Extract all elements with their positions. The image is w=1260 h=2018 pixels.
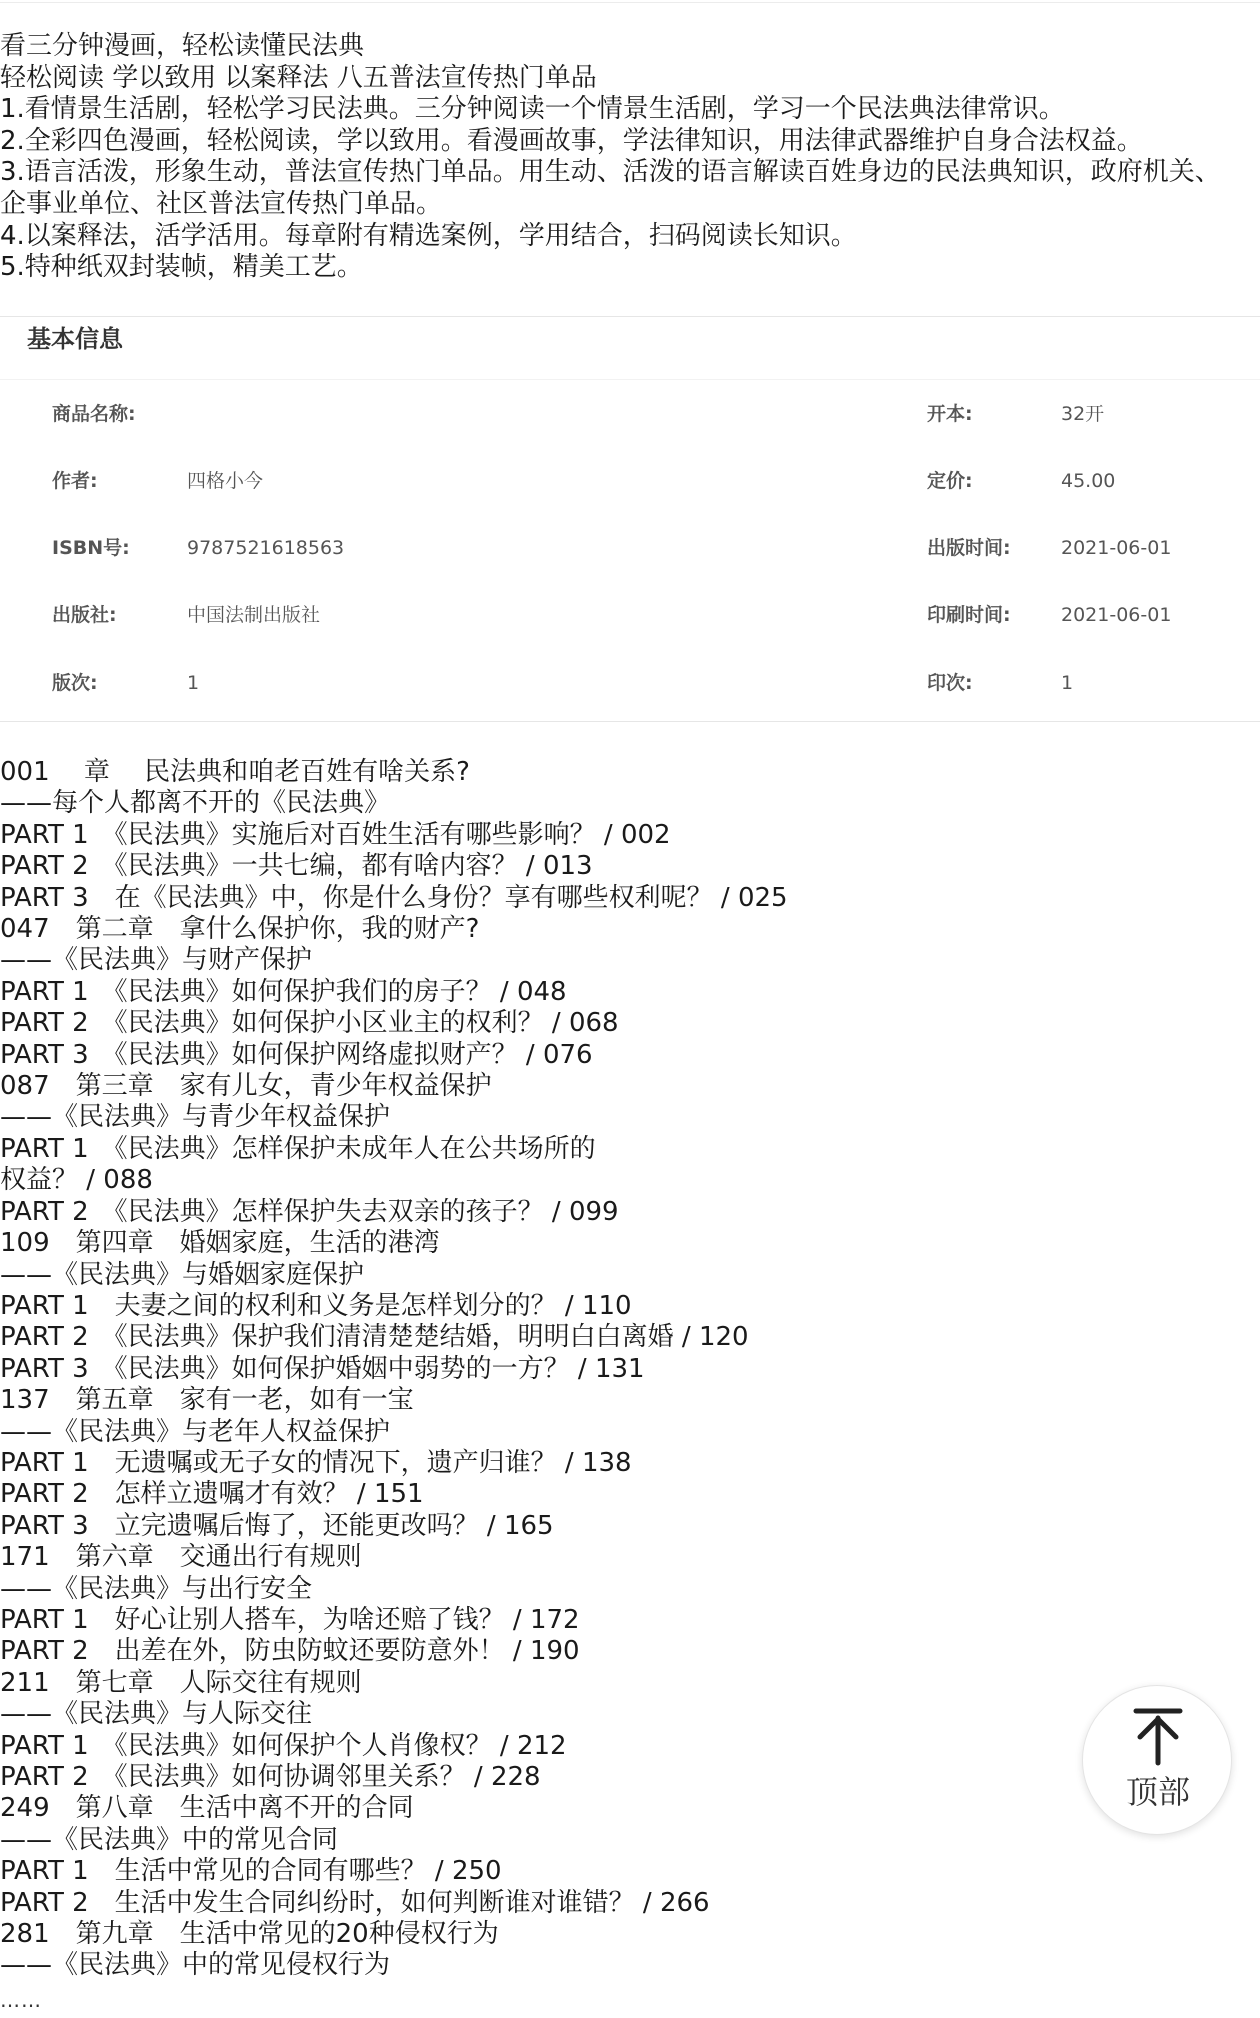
toc-line: PART 1 《民法典》实施后对百姓生活有哪些影响？ / 002 — [0, 819, 671, 850]
product-intro — [0, 31, 1260, 284]
info-value: 45.00 — [1061, 470, 1116, 492]
info-label: 开本: — [927, 403, 973, 425]
toc-line: PART 2 《民法典》一共七编，都有啥内容？ / 013 — [0, 851, 593, 882]
toc-line: ——《民法典》与财产保护 — [0, 945, 313, 976]
toc-line: PART 2 生活中发生合同纠纷时，如何判断谁对谁错？ / 266 — [0, 1887, 710, 1918]
info-label: 印次: — [927, 672, 973, 694]
toc-line: 001 章 民法典和咱老百姓有啥关系? — [0, 757, 470, 787]
toc-line: 137 第五章 家有一老，如有一宝 — [0, 1385, 414, 1416]
info-value: 2021-06-01 — [1061, 604, 1172, 626]
top-divider — [0, 2, 1260, 3]
info-label: 出版时间: — [927, 537, 1011, 559]
toc-line: PART 1 《民法典》如何保护个人肖像权？ / 212 — [0, 1730, 567, 1761]
info-label: 作者: — [52, 470, 98, 492]
toc-line: PART 1 《民法典》如何保护我们的房子？ / 048 — [0, 976, 567, 1007]
info-row — [0, 399, 1260, 429]
intro-line: 2.全彩四色漫画，轻松阅读，学以致用。看漫画故事，学法律知识，用法律武器维护自身合法权益。 — [0, 125, 1143, 156]
toc-line: ——《民法典》中的常见合同 — [0, 1824, 339, 1855]
toc-line: PART 3 立完遗嘱后悔了，还能更改吗？ / 165 — [0, 1510, 554, 1541]
back-to-top-label: 顶部 — [1125, 1773, 1190, 1811]
toc-line: ——《民法典》与婚姻家庭保护 — [0, 1259, 365, 1290]
basic-info-divider — [0, 379, 1260, 380]
toc-line: PART 2 《民法典》如何保护小区业主的权利？ / 068 — [0, 1008, 619, 1039]
info-value: 四格小今 — [187, 470, 264, 492]
toc-line: 171 第六章 交通出行有规则 — [0, 1542, 362, 1573]
toc-line: ——《民法典》与人际交往 — [0, 1699, 313, 1730]
toc-line: PART 1 生活中常见的合同有哪些？ / 250 — [0, 1856, 502, 1887]
info-value: 9787521618563 — [187, 537, 345, 559]
basic-info-title: 基本信息 — [27, 325, 123, 353]
toc-line: 109 第四章 婚姻家庭，生活的港湾 — [0, 1228, 440, 1259]
toc-line: ——《民法典》与出行安全 — [0, 1573, 313, 1604]
info-label: 版次: — [52, 672, 98, 694]
intro-line: 看三分钟漫画，轻松读懂民法典 — [0, 31, 365, 61]
info-label: 商品名称: — [52, 403, 136, 425]
info-label: 印刷时间: — [927, 604, 1011, 626]
toc-line: PART 2 怎样立遗嘱才有效？ / 151 — [0, 1479, 424, 1510]
info-value: 2021-06-01 — [1061, 537, 1172, 559]
toc-line: PART 1 好心让别人搭车，为啥还赔了钱？ / 172 — [0, 1604, 580, 1635]
more-ellipsis: …… — [0, 1988, 42, 2012]
info-row — [0, 466, 1260, 496]
intro-line: 4.以案释法，活学活用。每章附有精选案例，学用结合，扫码阅读长知识。 — [0, 220, 857, 251]
info-row — [0, 533, 1260, 563]
toc-line: 249 第八章 生活中离不开的合同 — [0, 1793, 414, 1824]
toc-line: PART 1 无遗嘱或无子女的情况下，遗产归谁？ / 138 — [0, 1447, 632, 1478]
toc-line: 权益？ / 088 — [0, 1165, 153, 1196]
toc-line: 087 第三章 家有儿女，青少年权益保护 — [0, 1071, 492, 1102]
info-value: 1 — [187, 672, 200, 694]
info-value: 1 — [1061, 672, 1074, 694]
intro-line: 1.看情景生活剧，轻松学习民法典。三分钟阅读一个情景生活剧，学习一个民法典法律常识。 — [0, 94, 1065, 125]
toc-line: PART 3 《民法典》如何保护网络虚拟财产？ / 076 — [0, 1039, 593, 1070]
toc-line: ——每个人都离不开的《民法典》 — [0, 788, 391, 819]
info-label: 出版社: — [52, 604, 117, 626]
intro-line: 企事业单位、社区普法宣传热门单品。 — [0, 188, 443, 219]
toc-line: PART 3 在《民法典》中，你是什么身份？享有哪些权利呢？ / 025 — [0, 882, 788, 913]
table-of-contents — [0, 757, 1260, 1982]
info-value: 中国法制出版社 — [187, 604, 321, 626]
info-row — [0, 600, 1260, 630]
toc-line: PART 1 夫妻之间的权利和义务是怎样划分的？ / 110 — [0, 1290, 632, 1321]
toc-line: PART 2 出差在外，防虫防蚊还要防意外！ / 190 — [0, 1636, 580, 1667]
toc-line: PART 2 《民法典》怎样保护失去双亲的孩子？ / 099 — [0, 1196, 619, 1227]
toc-line: 281 第九章 生活中常见的20种侵权行为 — [0, 1919, 499, 1950]
intro-line: 轻松阅读 学以致用 以案释法 八五普法宣传热门单品 — [0, 62, 597, 93]
info-label: 定价: — [927, 470, 973, 492]
toc-line: PART 2 《民法典》如何协调邻里关系？ / 228 — [0, 1762, 541, 1792]
toc-line: ——《民法典》中的常见侵权行为 — [0, 1950, 391, 1981]
back-to-top-button[interactable] — [1082, 1685, 1232, 1835]
basic-info-panel — [0, 316, 1260, 722]
toc-line: PART 3 《民法典》如何保护婚姻中弱势的一方？ / 131 — [0, 1353, 645, 1384]
toc-line: 047 第二章 拿什么保护你，我的财产? — [0, 914, 480, 945]
info-row — [0, 668, 1260, 698]
toc-line: ——《民法典》与老年人权益保护 — [0, 1416, 391, 1447]
info-label: ISBN号: — [52, 537, 130, 559]
intro-line: 3.语言活泼，形象生动，普法宣传热门单品。用生动、活泼的语言解读百姓身边的民法典知识，政府机关、 — [0, 157, 1221, 188]
toc-line: 211 第七章 人际交往有规则 — [0, 1667, 362, 1698]
toc-line: ——《民法典》与青少年权益保护 — [0, 1102, 391, 1133]
toc-line: PART 1 《民法典》怎样保护未成年人在公共场所的 — [0, 1133, 596, 1164]
toc-line: PART 2 《民法典》保护我们清清楚楚结婚，明明白白离婚 / 120 — [0, 1322, 749, 1353]
intro-line: 5.特种纸双封装帧，精美工艺。 — [0, 252, 363, 283]
info-value: 32开 — [1061, 403, 1105, 425]
arrow-up-icon — [1133, 1706, 1183, 1766]
